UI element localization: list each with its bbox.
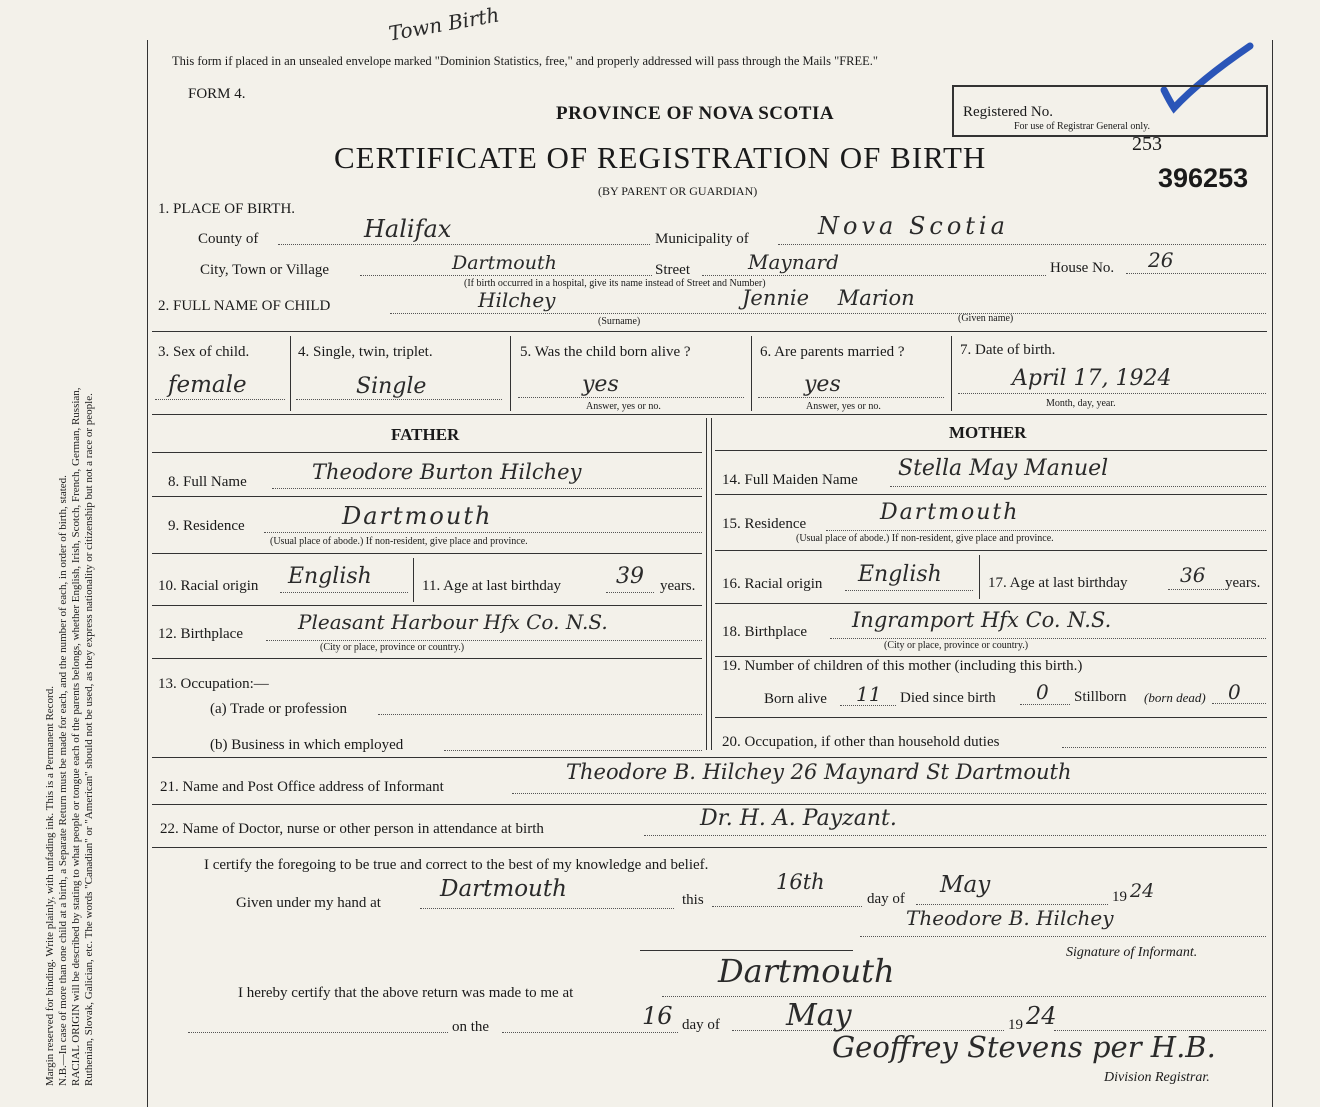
mother-birthplace-note: (City or place, province or country.) [884,640,1029,651]
registered-number: 396253 [1158,163,1249,193]
doctor-label: 22. Name of Doctor, nurse or other person in attendance at birth [160,821,544,837]
mother-race-label: 16. Racial origin [722,576,823,592]
registrar-on-label: on the [452,1019,490,1035]
frame-right [1272,40,1273,1107]
house-value: 26 [1148,248,1174,272]
hospital-note: (If birth occurred in a hospital, give its name instead of Street and Number) [464,278,766,289]
father-residence-value: Dartmouth [342,502,493,530]
margin-line-4: Ruthenian, Slovak, Galician, etc. The words "Canadian" or "American" should not be used, as they express nationality or citizenship but not a race or people. [83,393,95,1086]
mother-occupation-label: 20. Occupation, if other than household duties [722,734,1000,750]
doctor-value: Dr. H. A. Payzant. [700,806,897,831]
mother-race-value: English [858,562,942,587]
married-value: yes [804,372,841,397]
mother-name-value: Stella May Manuel [898,456,1109,481]
informant-signature: Theodore B. Hilchey [906,906,1114,930]
died-label: Died since birth [900,690,996,706]
child-surname: Hilchey [478,288,556,312]
form-number: FORM 4. [188,86,246,102]
certify-year-prefix: 19 [1112,889,1127,905]
alive-label: 5. Was the child born alive ? [520,344,691,360]
born-alive-label: Born alive [764,691,827,707]
children-label: 19. Number of children of this mother (including this birth.) [722,658,1083,674]
father-residence-note: (Usual place of abode.) If non-resident, give place and province. [270,536,528,547]
registrar-day-value: 16 [642,1002,673,1030]
stillborn-note: (born dead) [1144,690,1206,705]
trade-label: (a) Trade or profession [210,701,348,717]
informant-label: 21. Name and Post Office address of Informant [160,779,444,795]
single-value: Single [356,374,427,399]
margin-instructions [44,86,96,1086]
died-value: 0 [1036,680,1049,704]
mother-age-value: 36 [1180,563,1206,587]
this-label: this [682,892,704,908]
sex-label: 3. Sex of child. [158,344,250,360]
registrar-text: I hereby certify that the above return was made to me at [238,985,574,1001]
certify-year-suffix: 24 [1130,880,1155,902]
registered-note: For use of Registrar General only. [1014,121,1150,132]
registrar-year-suffix: 24 [1026,1002,1057,1030]
binding-line [147,40,148,1107]
father-name-label: 8. Full Name [168,474,247,490]
alive-value: yes [582,372,619,397]
registrar-day-of-label: day of [682,1017,720,1033]
born-alive-value: 11 [856,682,882,706]
municipality-value: Nova Scotia [818,212,1009,240]
father-residence-label: 9. Residence [168,518,245,534]
mother-birthplace-value: Ingramport Hfx Co. N.S. [852,608,1112,632]
mother-years-label: years. [1225,575,1261,591]
registrar-signature: Geoffrey Stevens per H.B. [832,1030,1216,1064]
father-race-value: English [288,564,372,589]
stillborn-label: Stillborn [1074,689,1127,705]
informant-signature-label: Signature of Informant. [1066,945,1198,960]
given-note: (Given name) [958,313,1014,324]
father-name-value: Theodore Burton Hilchey [312,460,582,484]
certify-day-of-label: day of [867,891,905,907]
father-heading: FATHER [391,425,460,444]
mother-age-label: 17. Age at last birthday [988,575,1128,591]
alive-note: Answer, yes or no. [586,401,661,412]
child-given-name: Jennie Marion [742,286,915,310]
father-years-label: years. [660,578,696,594]
margin-line-1: Margin reserved for binding. Write plainly, with unfading ink. This is a Permanent Record. [44,686,56,1086]
registered-small-number: 253 [1132,133,1162,155]
occupation-label: 13. Occupation:— [158,676,269,692]
margin-line-2: N.B.—In case of more than one child at a birth, a Separate Return must be made for each, and the number of each, in order of birth, stated. [57,475,69,1086]
certify-month-value: May [940,872,991,898]
county-value: Halifax [364,215,452,243]
county-label: County of [198,231,259,247]
business-label: (b) Business in which employed [210,737,404,753]
given-place-value: Dartmouth [440,876,567,902]
certify-day-value: 16th [776,870,825,894]
registered-label: Registered No. [963,104,1053,120]
married-label: 6. Are parents married ? [760,344,905,360]
place-of-birth-label: 1. PLACE OF BIRTH. [158,201,296,217]
mother-heading: MOTHER [949,423,1027,442]
father-age-label: 11. Age at last birthday [422,578,561,594]
street-value: Maynard [748,250,839,274]
dob-note: Month, day, year. [1046,398,1116,409]
surname-note: (Surname) [598,316,641,327]
father-birthplace-value: Pleasant Harbour Hfx Co. N.S. [298,610,608,634]
city-value: Dartmouth [452,252,557,274]
single-label: 4. Single, twin, triplet. [298,344,433,360]
father-age-value: 39 [616,564,644,589]
registrar-month-value: May [786,998,852,1033]
father-birthplace-note: (City or place, province or country.) [320,642,465,653]
registered-box [952,85,1268,137]
dob-value: April 17, 1924 [1012,366,1172,391]
certificate-subtitle: (BY PARENT OR GUARDIAN) [598,184,758,198]
stillborn-value: 0 [1228,680,1241,704]
father-race-label: 10. Racial origin [158,578,259,594]
registrar-year-prefix: 19 [1008,1017,1023,1033]
street-label: Street [655,262,690,278]
married-note: Answer, yes or no. [806,401,881,412]
town-birth-note: Town Birth [386,2,502,46]
mother-residence-label: 15. Residence [722,516,807,532]
child-name-label: 2. FULL NAME OF CHILD [158,298,331,314]
dob-label: 7. Date of birth. [960,342,1056,358]
mother-residence-value: Dartmouth [880,500,1020,525]
sex-value: female [168,372,247,398]
certify-text: I certify the foregoing to be true and correct to the best of my knowledge and belief. [204,857,709,873]
certificate-title: CERTIFICATE OF REGISTRATION OF BIRTH [334,140,987,175]
house-label: House No. [1050,260,1115,276]
father-birthplace-label: 12. Birthplace [158,626,243,642]
given-label: Given under my hand at [236,895,381,911]
informant-value: Theodore B. Hilchey 26 Maynard St Dartmouth [566,760,1072,784]
city-label: City, Town or Village [200,262,330,278]
province-heading: PROVINCE OF NOVA SCOTIA [556,103,835,124]
registrar-place-value: Dartmouth [718,952,895,990]
mother-name-label: 14. Full Maiden Name [722,472,858,488]
margin-line-3: RACIAL ORIGIN will be described by stating to what people or tongue each of the parents belongs, whether English, Irish, Scotch, French, German, Russian, [70,387,82,1086]
mother-birthplace-label: 18. Birthplace [722,624,807,640]
municipality-label: Municipality of [655,231,749,247]
mail-notice: This form if placed in an unsealed envelope marked "Dominion Statistics, free," and properly addressed will pass through the Mails "FREE." [172,54,879,68]
registrar-signature-label: Division Registrar. [1104,1070,1210,1085]
mother-residence-note: (Usual place of abode.) If non-resident, give place and province. [796,533,1054,544]
